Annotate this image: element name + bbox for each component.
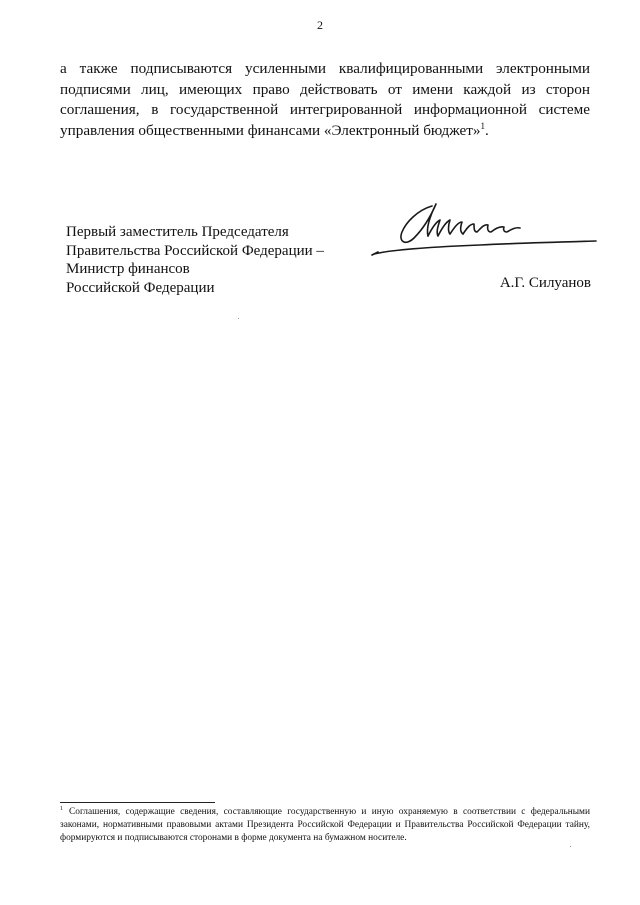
signatory-title-line-4: Российской Федерации (66, 279, 215, 296)
footnote-text: Соглашения, содержащие сведения, составляющие государственную и иную охраняемую в соответствии с федеральными законами, нормативными правовыми актами Президента Российской Федерации и Правительства Российской Федерации тайну, формируются и подписываются сторонами в форме документа на бумажном носителе. (60, 807, 590, 843)
signatory-title-line-2: Правительства Российской Федерации – (66, 242, 324, 259)
footnote-marker: 1 (60, 805, 63, 812)
body-paragraph (60, 59, 590, 141)
footnote-reference: 1 (480, 120, 485, 131)
signatory-name: А.Г. Силуанов (499, 275, 591, 291)
footnote-separator (60, 802, 215, 803)
footnote (60, 806, 590, 845)
signatory-title-line-3: Министр финансов (66, 261, 190, 277)
body-paragraph-text: а также подписываются усиленными квалифицированными электронными подписями лиц, имеющих право действовать от имени каждой из сторон соглашения, в государственной интегрированной информационной системе управления общественными финансами «Электронный бюджет» (60, 60, 590, 139)
scan-speck (238, 318, 239, 319)
signatory-title-line-1: Первый заместитель Председателя (66, 224, 289, 240)
scan-speck (570, 846, 571, 847)
handwritten-signature (370, 192, 600, 262)
signatory-title (66, 223, 324, 297)
body-paragraph-end: . (485, 121, 489, 139)
page-number: 2 (317, 18, 323, 32)
